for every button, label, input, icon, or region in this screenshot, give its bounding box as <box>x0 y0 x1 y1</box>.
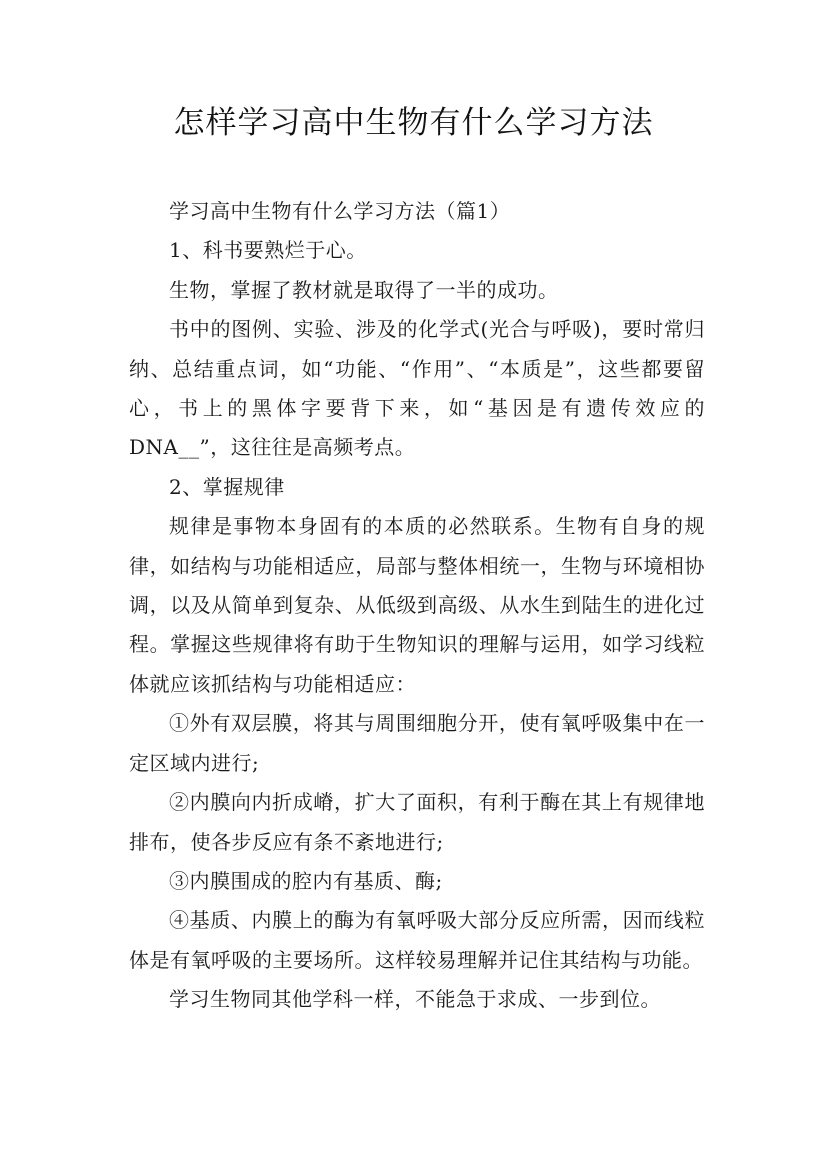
list-item: ①外有双层膜，将其与周围细胞分开，使有氧呼吸集中在一定区域内进行; <box>129 711 705 775</box>
document-body <box>129 192 705 1020</box>
list-item: ③内膜围成的腔内有基质、酶; <box>169 868 443 893</box>
point-heading-1: 1、科书要熟烂于心。 <box>169 238 367 263</box>
list-item: ④基质、内膜上的酶为有氧呼吸大部分反应所需，因而线粒体是有氧呼吸的主要场所。这样较易理解并记住其结构与功能。 <box>129 908 705 972</box>
document-title: 怎样学习高中生物有什么学习方法 <box>173 105 654 141</box>
paragraph: 规律是事物本身固有的本质的必然联系。生物有自身的规律，如结构与功能相适应，局部与整体相统一，生物与环境相协调，以及从简单到复杂、从低级到高级、从水生到陆生的进化过程。掌握这些规律将有助于生物知识的理解与运用，如学习线粒体就应该抓结构与功能相适应： <box>129 514 705 696</box>
point-heading-2: 2、掌握规律 <box>169 474 285 499</box>
section-heading-1: 学习高中生物有什么学习方法（篇1） <box>169 199 511 223</box>
paragraph: 生物，掌握了教材就是取得了一半的成功。 <box>169 277 559 302</box>
paragraph: 学习生物同其他学科一样，不能急于求成、一步到位。 <box>169 987 661 1012</box>
list-item: ②内膜向内折成嵴，扩大了面积，有利于酶在其上有规律地排布，使各步反应有条不紊地进行; <box>129 790 705 854</box>
paragraph: 书中的图例、实验、涉及的化学式(光合与呼吸)，要时常归纳、总结重点词，如“功能、“作用”、“本质是”，这些都要留心，书上的黑体字要背下来，如“基因是有遗传效应的DNA__”，这往往是高频考点。 <box>129 317 705 460</box>
